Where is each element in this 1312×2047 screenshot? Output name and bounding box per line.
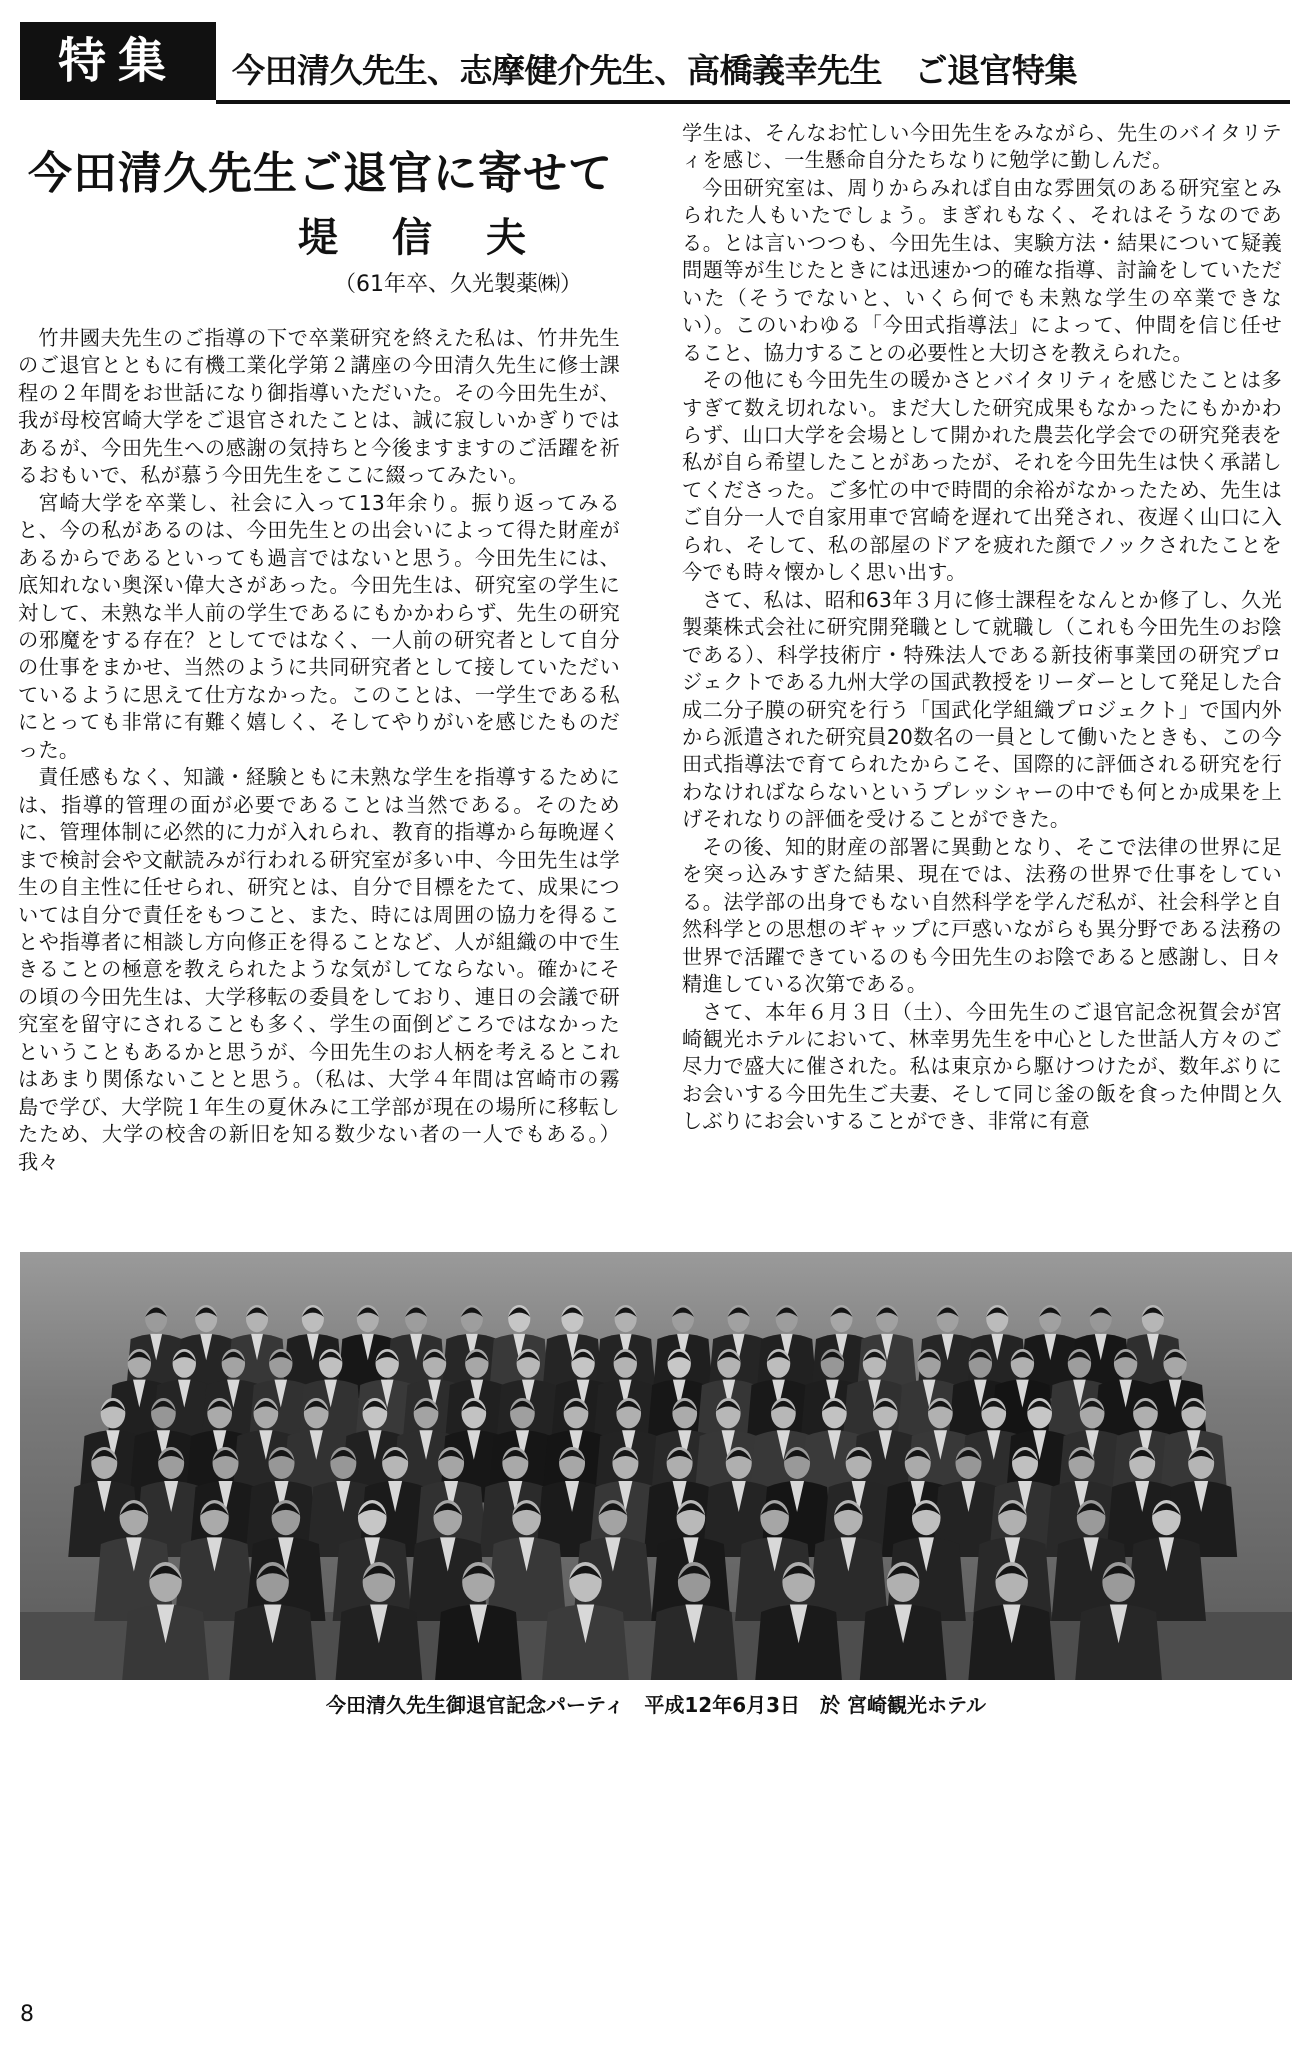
paragraph: 今田研究室は、周りからみれば自由な雰囲気のある研究室とみられた人もいたでしょう。まぎれもなく、それはそうなのである。とは言いつつも、今田先生は、実験方法・結果について疑義問題等が生じたときには迅速かつ的確な指導、討論をしていただいた（そうでないと、いくら何でも未熟な学生の卒業できない）。このいわゆる「今田式指導法」によって、仲間を信じ任せること、協力することの必要性と大切さを教えられた。 <box>682 175 1282 365</box>
paragraph: 責任感もなく、知識・経験ともに未熟な学生を指導するためには、指導的管理の面が必要であることは当然である。そのために、管理体制に必然的に力が入れられ、教育的指導から毎晩遅くまで検討会や文献読みが行われる研究室が多い中、今田先生は学生の自主性に任せられ、研究とは、自分で目標をたて、成果については自分で責任をもつこと、また、時には周囲の協力を得ることや指導者に相談し方向修正を得ることなど、人が組織の中で生きることの極意を教えられたような気がしてならない。確かにその頃の今田先生は、大学移転の委員をしており、連日の会議で研究室を留守にされることも多く、学生の面倒どころではなかったということもあるかと思うが、今田先生のお人柄を考えるとこれはあまり関係ないことと思う。（私は、大学４年間は宮崎市の霧島で学び、大学院１年生の夏休みに工学部が現在の場所に移転したため、大学の校舎の新旧を知る数少ない者の一人でもある。）我々 <box>18 765 620 1174</box>
feature-header <box>20 22 1290 106</box>
article-column-right <box>682 120 1282 1245</box>
photo-caption: 今田清久先生御退官記念パーティ 平成12年6月3日 於 宮崎観光ホテル <box>325 1693 987 1717</box>
paragraph: 学生は、そんなお忙しい今田先生をみながら、先生のバイタリティを感じ、一生懸命自分たちなりに勉学に勤しんだ。 <box>682 121 1282 173</box>
author-affiliation: （61年卒、久光製薬㈱） <box>334 272 582 297</box>
paragraph: さて、私は、昭和63年３月に修士課程をなんとか修了し、久光製薬株式会社に研究開発職として就職し（これも今田先生のお陰である）、科学技術庁・特殊法人である新技術事業団の研究プロジェクトである九州大学の国武教授をリーダーとして発足した合成二分子膜の研究を行う「国武化学組織プロジェクト」で国内外から派遣された研究員20数名の一員として働いたときも、この今田式指導法で育てられたからこそ、国際的に評価される研究を行わなければならないというプレッシャーの中でも何とか成果を上げそれなりの評価を受けることができた。 <box>682 587 1282 832</box>
paragraph: その他にも今田先生の暖かさとバイタリティを感じたことは多すぎて数え切れない。まだ大した研究成果もなかったにもかかわらず、山口大学を会場として開かれた農芸化学会での研究発表を私が自ら希望したことがあったが、それを今田先生は快く承諾してくださった。ご多忙の中で時間的余裕がなかったため、先生はご自分一人で自家用車で宮崎を遅れて出発され、夜遅く山口に入られ、そして、私の部屋のドアを疲れた顔でノックされたことを今でも時々懐かしく思い出す。 <box>682 368 1282 585</box>
paragraph: さて、本年６月３日（土）、今田先生のご退官記念祝賀会が宮崎観光ホテルにおいて、林幸男先生を中心とした世話人方々のご尽力で盛大に催された。私は東京から駆けつけたが、数年ぶりにお会いする今田先生ご夫妻、そして同じ釜の飯を食った仲間と久しぶりにお会いすることができ、非常に有意 <box>682 999 1282 1134</box>
feature-title: 今田清久先生、志摩健介先生、高橋義幸先生 ご退官特集 <box>232 51 1077 90</box>
group-photo-image <box>20 1252 1292 1680</box>
group-photo <box>20 1252 1292 1680</box>
paragraph: 竹井國夫先生のご指導の下で卒業研究を終えた私は、竹井先生のご退官とともに有機工業化学第２講座の今田清久先生に修士課程の２年間をお世話になり御指導いただいた。その今田先生が、我が母校宮崎大学をご退官されたことは、誠に寂しいかぎりではあるが、今田先生への感謝の気持ちと今後ますますのご活躍を祈るおもいで、私が慕う今田先生をここに綴ってみたい。 <box>18 326 620 488</box>
article-column-left <box>18 325 620 1245</box>
paragraph: 宮崎大学を卒業し、社会に入って13年余り。振り返ってみると、今の私があるのは、今田先生との出会いによって得た財産があるからであるといっても過言ではないと思う。今田先生には、底知れない奥深い偉大さがあった。今田先生は、研究室の学生に対して、未熟な半人前の学生であるにもかかわらず、先生の研究の邪魔をする存在？としてではなく、一人前の研究者として自分の仕事をまかせ、当然のように共同研究者として接していただいているように思えて仕方なかった。このことは、一学生である私にとっても非常に有難く嬉しく、そしてやりがいを感じたものだった。 <box>18 490 620 762</box>
page-number: 8 <box>20 2002 34 2027</box>
author-name: 堤信夫 <box>298 214 580 261</box>
article-title: 今田清久先生ご退官に寄せて <box>28 148 613 199</box>
header-rule <box>216 100 1290 104</box>
feature-label: 特集 <box>20 22 216 100</box>
paragraph: その後、知的財産の部署に異動となり、そこで法律の世界に足を突っ込みすぎた結果、現在では、法務の世界で仕事をしている。法学部の出身でもない自然科学を学んだ私が、社会科学と自然科学との思想のギャップに戸惑いながらも異分野である法務の世界で活躍できているのも今田先生のお陰であると感謝し、日々精進している次第である。 <box>682 834 1282 997</box>
